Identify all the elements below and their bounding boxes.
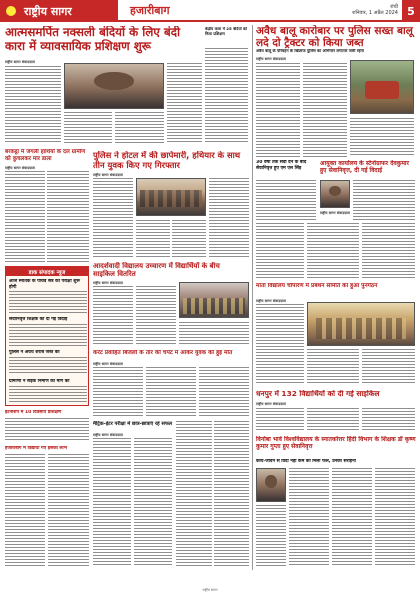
- misc-body-col2: [214, 421, 249, 566]
- brief-item-2: सेवानिवृत्त शिक्षक को दी गई विदाई: [9, 317, 68, 322]
- masthead: [0, 0, 420, 22]
- lead-body-col4: [167, 63, 202, 144]
- short2-body-col1: [5, 454, 45, 566]
- banner-subhead: कार्य-जीवन से विदा नहीं कर्म का मिला फल, उनकी सराहना: [256, 459, 356, 464]
- commission-photo: [320, 180, 350, 208]
- lead-body-col1: [5, 66, 61, 144]
- brief-body-1: [9, 291, 87, 313]
- brief-body-4: [9, 386, 87, 404]
- electric-headline: करंट प्रवाहित बिजली के तार की चपेट में आकर युवक की हुई मौत: [93, 350, 233, 356]
- banner-body-col2: [332, 468, 372, 566]
- electric-body-col3: [199, 367, 249, 417]
- committee-headline: माता विद्यालय चौपारण में प्रबंधन समिति का हुआ पुनर्गठन: [256, 283, 378, 289]
- brief-item-3: पुलिस ने अवैध शराब जब्त की: [9, 350, 60, 355]
- school-photo: [179, 282, 249, 318]
- sand-byline: राष्ट्रीय सागर संवाददाता: [256, 57, 286, 61]
- school-headline: आदर्शवादी विद्यालय उच्चारण में विद्यार्थियों के बीच साइकिल वितरित: [93, 262, 220, 279]
- committee-photo: [307, 302, 415, 346]
- hotel-body-col4: [209, 178, 249, 258]
- short2-headline: हजारीबाग में विद्यार्थी गए इसका लाभ: [5, 446, 67, 451]
- brief-body-2: [9, 324, 87, 346]
- lead-byline: राष्ट्रीय सागर संवाददाता: [5, 60, 35, 64]
- lead-sidebar-headline: केंद्रीय कारा में 25 बंदियों को मिला प्रशिक्षण: [205, 27, 247, 36]
- banner-headline: विनोबा भावे विश्वविद्यालय के स्नातकोत्तर हिंदी विभाग के शिक्षक डॉ कृष्ण कुमार गुप्ता हुए सेवानिवृत्त: [256, 436, 416, 451]
- sand-body-col1: [256, 63, 300, 157]
- lead-body-col2: [64, 112, 112, 144]
- electric-body-col1: [93, 367, 143, 417]
- forest-body-col1: [5, 171, 45, 263]
- misc-body-col1: [176, 421, 212, 566]
- newspaper-brand: राष्ट्रीय सागर: [0, 0, 118, 22]
- school-byline: राष्ट्रीय सागर संवाददाता: [93, 281, 123, 285]
- hotel-headline: पुलिस ने होटल में की छापेमारी, हथियार के साथ तीन युवक किए गए गिरफ्तार: [93, 151, 241, 170]
- commission-body-col1: [353, 180, 415, 220]
- date-text: शनिवार, 1 अप्रैल 2024: [352, 10, 398, 16]
- banner-body-col0: [256, 505, 286, 566]
- sand-headline: अवैध बालू कारोबार पर पुलिस सख्त बालू लदे दो ट्रैक्टर को किया जब्त: [256, 25, 413, 50]
- short2-body-col2: [48, 454, 89, 566]
- electric-body-col2: [146, 367, 196, 417]
- page-number: 5: [402, 0, 420, 22]
- dhanpur-byline: राष्ट्रीय सागर संवाददाता: [256, 402, 286, 406]
- sand-subhead: अवैध बालू के परिवहन के खिलाफ पुलिस का अभियान लगातार जारी रहेगा: [256, 49, 364, 53]
- lead-body-col3: [115, 112, 164, 144]
- commission-body-col3: [307, 223, 359, 279]
- hotel-body-col1: [93, 178, 133, 258]
- tractor-photo: [350, 60, 414, 114]
- page-footer: राष्ट्रीय सागर: [202, 588, 218, 592]
- dhanpur-body-col3: [362, 408, 415, 432]
- short1-body: [5, 418, 89, 442]
- exam-headline: मैट्रिक-इंटर परीक्षा में छात्र-छात्राएं रहे सफल: [93, 421, 173, 427]
- briefs-title: डाक संपादक न्यूज: [6, 267, 88, 276]
- exam-body-col2: [134, 438, 172, 566]
- committee-body-col1: [256, 304, 304, 384]
- brief-item-1: आज स्नातक के पाँचवें सत्र की परीक्षा शुरू होगी: [9, 279, 80, 290]
- forest-body-col2: [47, 171, 89, 263]
- brief-body-3: [9, 357, 87, 375]
- edition-city: हजारीबाग: [118, 0, 310, 22]
- hotel-photo: [136, 178, 206, 216]
- brief-item-4: ग्रामीणों ने सड़क निर्माण की मांग की: [9, 379, 70, 384]
- forest-byline: राष्ट्रीय सागर संवाददाता: [5, 166, 35, 170]
- lead-headline: आत्मसमर्पित नक्सली बंदियों के लिए बंदी कारा में व्यावसायिक प्रशिक्षण शुरू: [5, 26, 181, 53]
- divider: [252, 25, 253, 570]
- commission-body-col4: [362, 223, 415, 279]
- right-short-headline: 30 वर्षों तक सेवा देने के बाद सेवानिवृत्त हुए एम एल सिंह: [256, 160, 307, 171]
- school-body-col3: [179, 322, 249, 346]
- committee-body-col2: [307, 349, 359, 384]
- edition-date: [310, 0, 402, 22]
- teacher-photo: [256, 468, 286, 502]
- exam-byline: राष्ट्रीय सागर संवाददाता: [93, 433, 123, 437]
- hotel-body-col3: [172, 220, 206, 258]
- forest-headline: बरकट्ठा में जंगली हाथियों के दल ग्रामीण को कुचलकर मार डाला: [5, 149, 86, 162]
- dhanpur-body-col1: [256, 408, 304, 432]
- electric-byline: राष्ट्रीय सागर संवाददाता: [93, 362, 123, 366]
- committee-byline: राष्ट्रीय सागर संवाददाता: [256, 299, 286, 303]
- date-city: रांची: [390, 4, 398, 10]
- sand-body-col3: [350, 118, 414, 156]
- short1-headline: इंटर्नशिप में 10 दिवसीय प्रशिक्षण: [5, 410, 62, 415]
- school-body-col1: [93, 286, 133, 346]
- dhanpur-headline: धनपुर में 132 विद्यार्थियों को दी गई साइकिल: [256, 390, 380, 398]
- hotel-body-col2: [136, 220, 170, 258]
- right-short-body: [256, 180, 316, 220]
- sand-body-col2: [303, 63, 347, 157]
- commission-headline: आयुक्त कार्यालय के स्टेनोग्राफर देवकुमार हुए सेवानिवृत्त, दी गई विदाई: [320, 160, 409, 175]
- committee-body-col3: [362, 349, 415, 384]
- school-body-col2: [136, 286, 176, 346]
- briefs-box: [5, 266, 89, 406]
- commission-body-col2: [256, 223, 304, 279]
- exam-body-col1: [93, 438, 131, 566]
- dhanpur-body-col2: [307, 408, 359, 432]
- hotel-byline: राष्ट्रीय सागर संवाददाता: [93, 173, 123, 177]
- lead-photo: [64, 63, 164, 109]
- banner-body-col3: [375, 468, 415, 566]
- lead-sidebar-body: [205, 48, 248, 144]
- banner-body-col1: [289, 468, 329, 566]
- commission-byline: राष्ट्रीय सागर संवाददाता: [320, 211, 350, 215]
